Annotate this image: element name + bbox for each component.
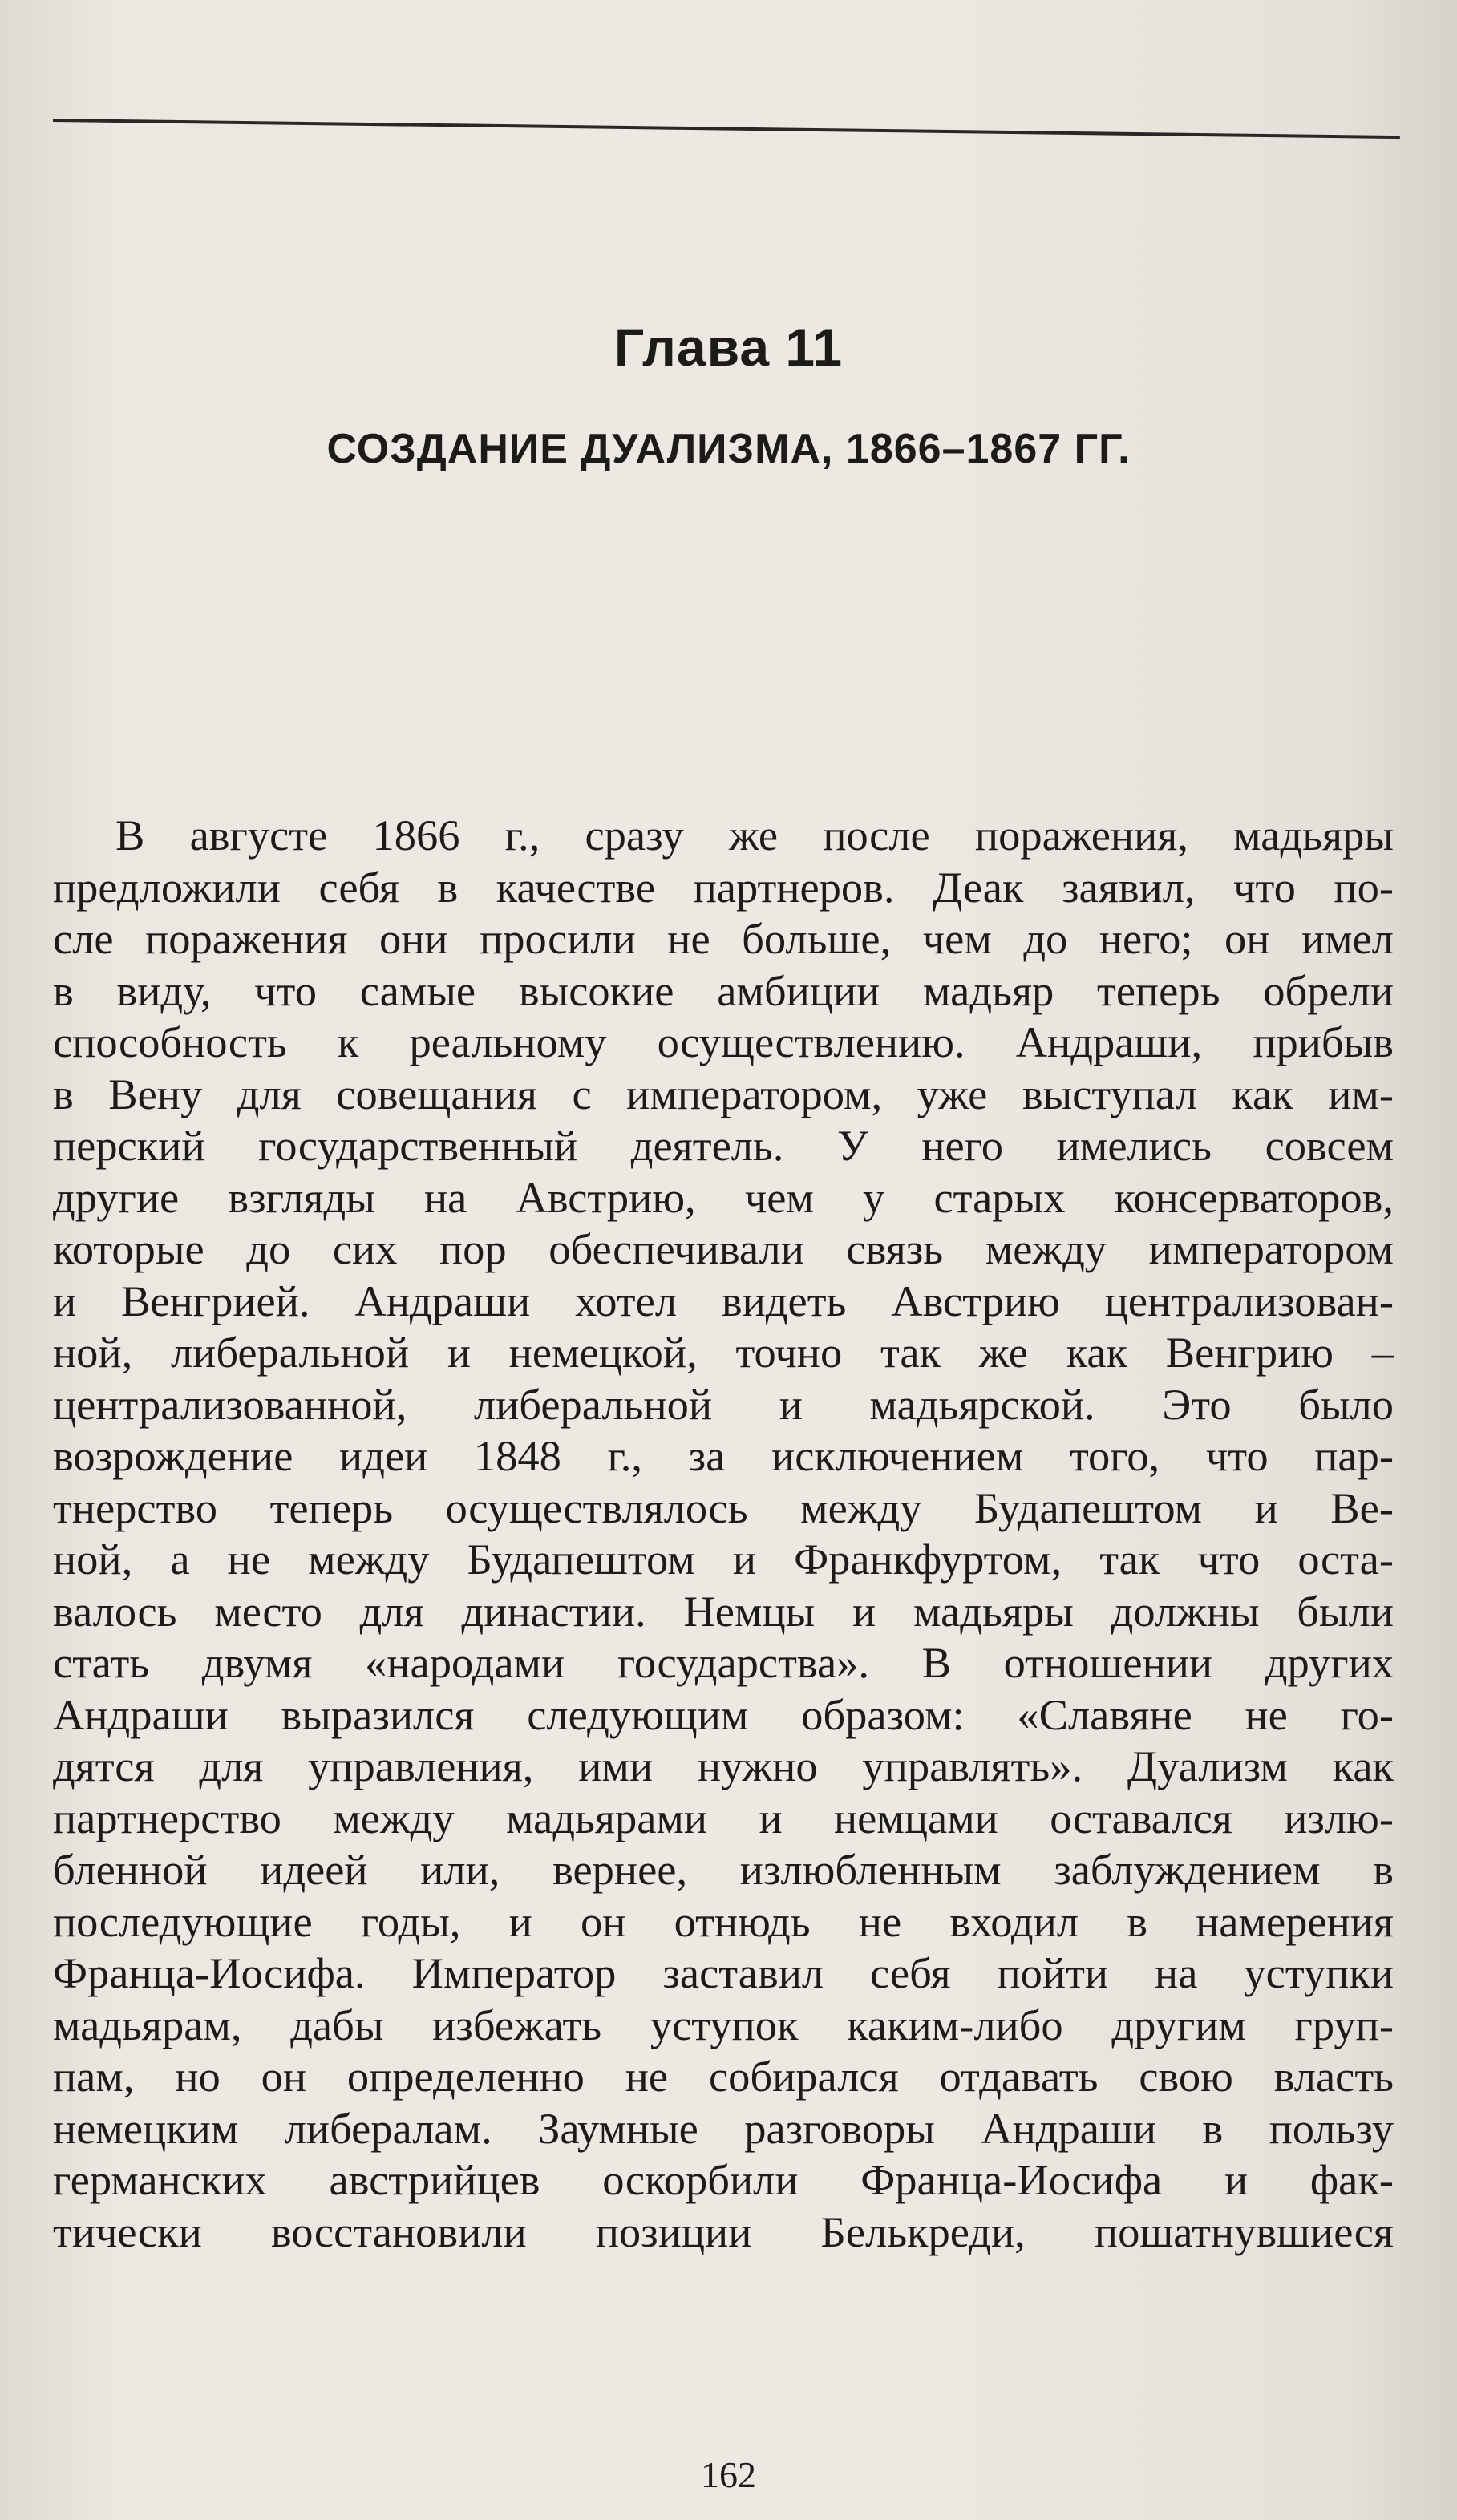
text-line: способность к реальному осуществлению. Андраши, прибыв [53, 1017, 1394, 1066]
text-line: Андраши выразился следующим образом: «Славяне не го- [53, 1689, 1394, 1739]
text-line: ной, а не между Будапештом и Франкфуртом, так что оста- [53, 1535, 1394, 1584]
text-line: предложили себя в качестве партнеров. Деак заявил, что по- [53, 862, 1394, 912]
page-number: 162 [701, 2454, 756, 2495]
text-line: валось место для династии. Немцы и мадьяры должны были [53, 1586, 1394, 1636]
text-line: последующие годы, и он отнюдь не входил в намерения [53, 1896, 1394, 1946]
chapter-number: Глава 11 [613, 318, 844, 377]
text-line: партнерство между мадьярами и немцами оставался излю- [53, 1793, 1394, 1842]
text-line: бленной идеей или, вернее, излюбленным заблуждением в [53, 1845, 1394, 1894]
text-line: перский государственный деятель. У него имелись совсем [53, 1121, 1394, 1170]
text-line: пам, но он определенно не собирался отдавать свою власть [53, 2052, 1394, 2101]
text-line: немецким либералам. Заумные разговоры Андраши в пользу [53, 2103, 1394, 2153]
text-line: централизованной, либеральной и мадьярской. Это было [53, 1379, 1394, 1429]
text-line: ной, либеральной и немецкой, точно так же как Венгрию – [53, 1328, 1394, 1377]
text-line: которые до сих пор обеспечивали связь между императором [53, 1224, 1394, 1273]
text-line: тнерство теперь осуществлялось между Будапештом и Ве- [53, 1482, 1394, 1532]
header-rule [53, 119, 1400, 139]
text-line: и Венгрией. Андраши хотел видеть Австрию централизован- [53, 1276, 1394, 1325]
text-line: в виду, что самые высокие амбиции мадьяр теперь обрели [53, 965, 1394, 1015]
body-paragraph [53, 810, 1394, 2258]
text-line: германских австрийцев оскорбили Франца-Иосифа и фак- [53, 2155, 1394, 2204]
text-line: мадьярам, дабы избежать уступок каким-либо другим груп- [53, 2000, 1394, 2049]
text-line: в Вену для совещания с императором, уже выступал как им- [53, 1069, 1394, 1118]
text-line: другие взгляды на Австрию, чем у старых консерваторов, [53, 1172, 1394, 1222]
text-line: стать двумя «народами государства». В отношении других [53, 1638, 1394, 1687]
text-line: В августе 1866 г., сразу же после поражения, мадьяры [115, 811, 1394, 860]
text-line: Франца-Иосифа. Император заставил себя пойти на уступки [53, 1948, 1394, 1997]
text-line: тически восстановили позиции Белькреди, пошатнувшиеся [53, 2207, 1394, 2256]
chapter-title: СОЗДАНИЕ ДУАЛИЗМА, 1866–1867 ГГ. [326, 426, 1131, 472]
text-line: сле поражения они просили не больше, чем до него; он имел [53, 914, 1394, 963]
text-line: дятся для управления, ими нужно управлять». Дуализм как [53, 1741, 1394, 1790]
text-line: возрождение идеи 1848 г., за исключением того, что пар- [53, 1431, 1394, 1480]
